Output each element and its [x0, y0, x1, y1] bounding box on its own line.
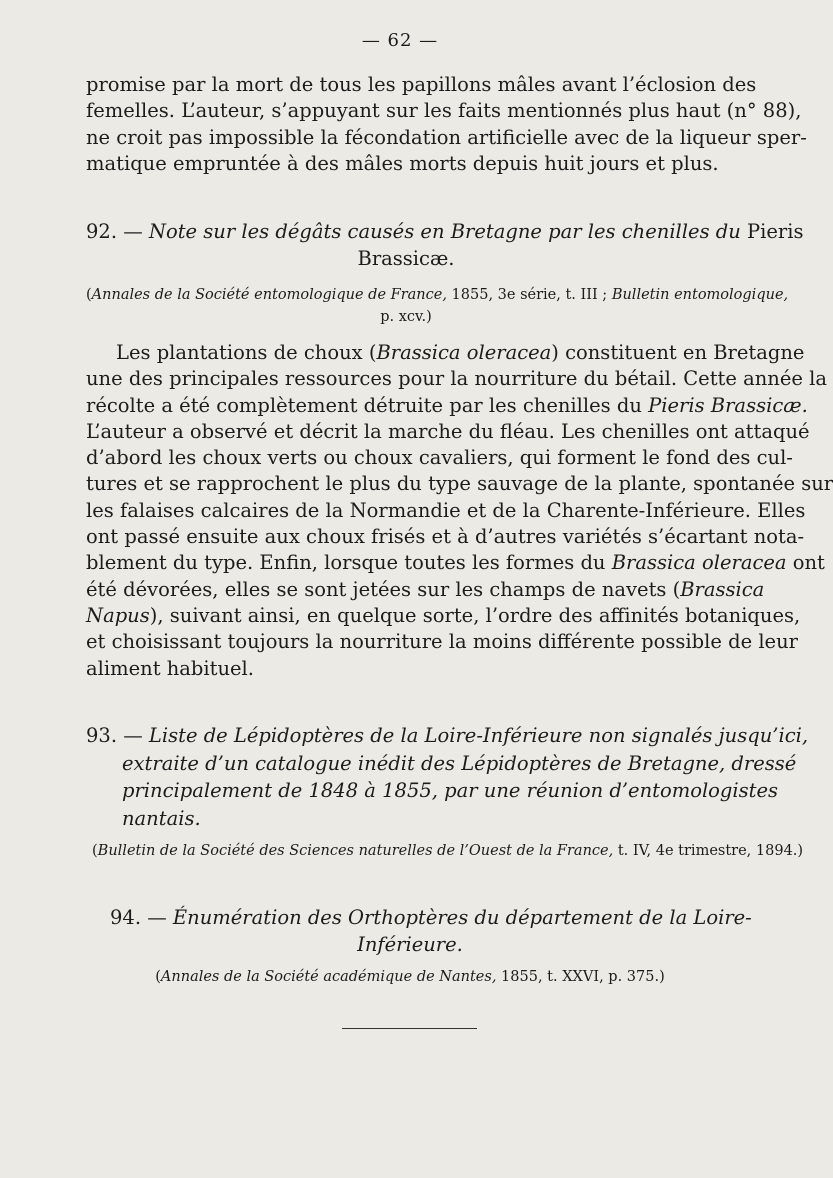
intro-line: femelles. L’auteur, s’appuyant sur les faits mentionnés plus haut (n° 88), — [86, 99, 802, 123]
body-line: blement du type. Enfin, lorsque toutes les formes du Brassica oleracea ont — [86, 551, 825, 575]
entry-92-title-line — [86, 218, 804, 245]
entry-93-citation-line: (Bulletin de la Société des Sciences naturelles de l’Ouest de la France, t. IV, 4e trimestre, 1894.) — [92, 843, 804, 859]
body-line: L’auteur a observé et décrit la marche du fléau. Les chenilles ont attaqué — [86, 419, 810, 443]
entry-94-title-line — [110, 904, 752, 931]
entry-94-citation-line: (Annales de la Société académique de Nantes, 1855, t. XXVI, p. 375.) — [155, 969, 665, 985]
body-line: ont passé ensuite aux choux frisés et à d’autres variétés s’écartant nota- — [86, 525, 805, 549]
entry-93-title-line: extraite d’un catalogue inédit des Lépidoptères de Bretagne, dressé — [122, 751, 797, 775]
closing-rule — [342, 1028, 477, 1029]
intro-line: promise par la mort de tous les papillons mâles avant l’éclosion des — [86, 73, 757, 96]
entry-93-number: 93. — — [86, 724, 143, 747]
entry-92-citation-page: p. xcv.) — [380, 309, 432, 325]
body-line: et choisissant toujours la nourriture la moins différente possible de leur — [86, 630, 798, 654]
entry-92-citation-line — [86, 284, 789, 306]
body-line: Napus), suivant ainsi, en quelque sorte, l’ordre des affinités botaniques, — [86, 603, 801, 627]
entry-94-title — [110, 904, 752, 958]
citation-source: Annales de la Société entomologique de France, — [91, 287, 447, 303]
entry-92-title — [86, 218, 804, 272]
entry-94-title-line-2: Inférieure. — [357, 933, 463, 956]
entry-92-citation — [86, 284, 789, 328]
body-line: les falaises calcaires de la Normandie et de la Charente-Inférieure. Elles — [86, 498, 806, 522]
entry-94-number: 94. — — [110, 906, 167, 929]
entry-92-title-tail: Pieris — [747, 220, 804, 243]
body-line: une des principales ressources pour la nourriture du bétail. Cette année la — [86, 367, 827, 391]
body-line: aliment habituel. — [86, 656, 254, 680]
citation-bulletin: Bulletin entomologique, — [611, 287, 789, 303]
entry-93-title-line: nantais. — [122, 806, 201, 830]
citation-detail: 1855, 3e série, t. III ; — [446, 287, 612, 303]
entry-92-number: 92. — — [86, 220, 143, 243]
entry-93-citation — [92, 840, 804, 862]
body-line: tures et se rapprochent le plus du type sauvage de la plante, spontanée sur — [86, 472, 833, 496]
body-line: d’abord les choux verts ou choux cavaliers, qui forment le fond des cul- — [86, 446, 793, 470]
body-line: été dévorées, elles se sont jetées sur les champs de navets (Brassica — [86, 577, 765, 601]
entry-93-title-line — [86, 722, 809, 750]
entry-92-body — [86, 340, 833, 682]
intro-paragraph — [86, 72, 807, 177]
entry-94-citation — [150, 966, 670, 988]
entry-92-title-line-2: Brassicæ. — [357, 247, 455, 270]
intro-line: matique empruntée à des mâles morts depuis huit jours et plus. — [86, 151, 719, 175]
citation-paren: ( — [86, 287, 92, 303]
entry-93-title-text: Liste de Lépidoptères de la Loire-Inférieure non signalés jusqu’ici, — [148, 724, 809, 747]
body-line: Les plantations de choux (Brassica oleracea) constituent en Bretagne — [116, 341, 805, 364]
entry-92-title-text: Note sur les dégâts causés en Bretagne par les chenilles du — [148, 220, 741, 243]
page-number: — 62 — — [361, 30, 439, 51]
entry-93-title-line: principalement de 1848 à 1855, par une réunion d’entomologistes — [122, 779, 779, 802]
entry-93-title — [86, 722, 809, 832]
body-line: récolte a été complètement détruite par les chenilles du Pieris Brassicæ. — [86, 393, 808, 417]
intro-line: ne croit pas impossible la fécondation artificielle avec de la liqueur sper- — [86, 125, 807, 149]
entry-94-title-text: Énumération des Orthoptères du département de la Loire- — [172, 906, 752, 929]
